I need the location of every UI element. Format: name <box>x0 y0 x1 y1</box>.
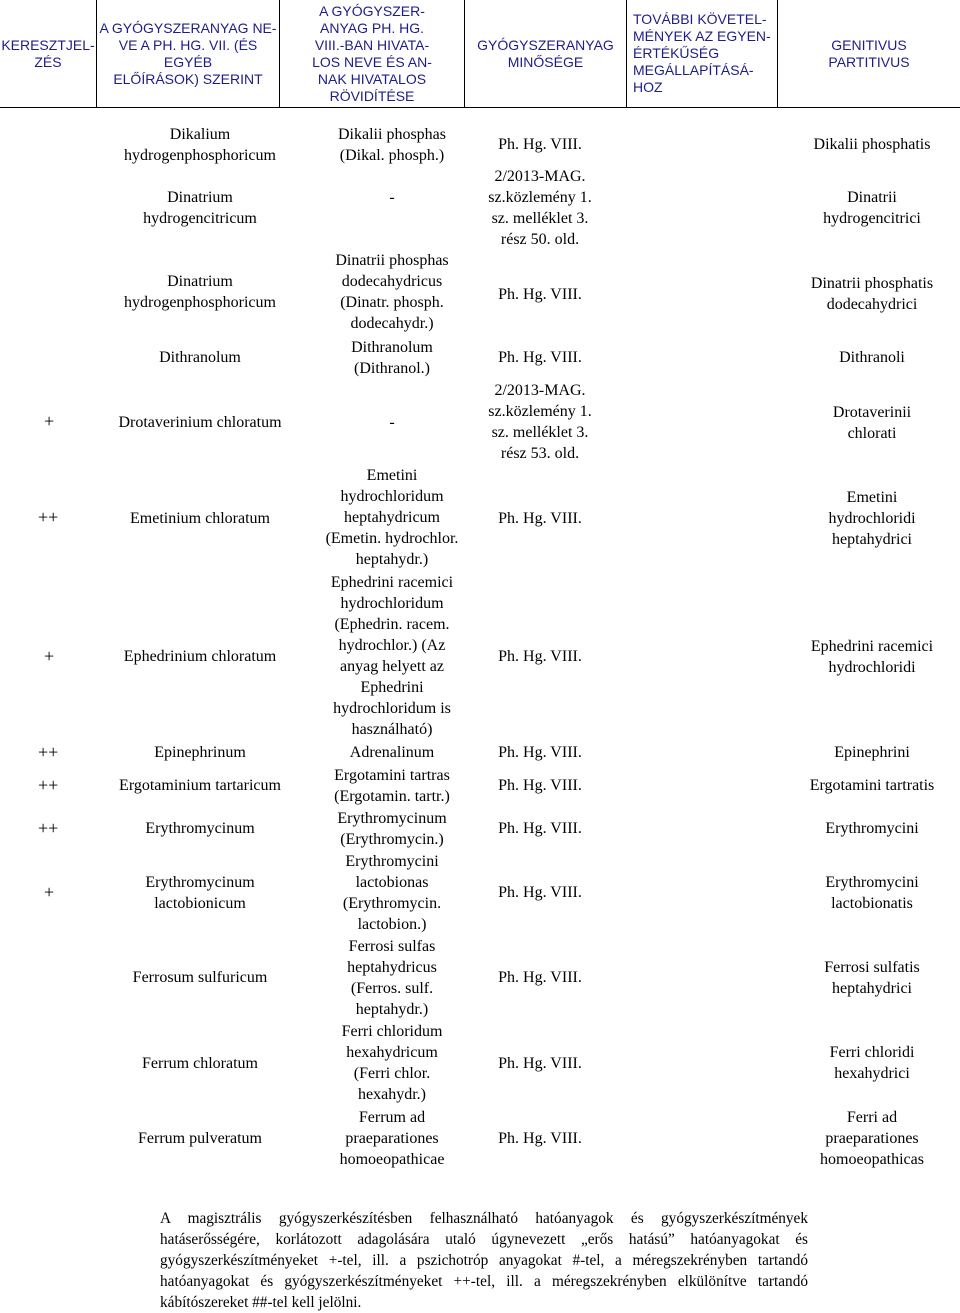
old-name: Ferrum chloratum <box>142 1055 258 1072</box>
genitive: Erythromycini lactobionatis <box>825 874 919 912</box>
genitive: Ferri ad praeparationes homoeopathicas <box>820 1109 924 1168</box>
quality: Ph. Hg. VIII. <box>498 744 582 761</box>
quality: Ph. Hg. VIII. <box>498 969 582 986</box>
genitive: Emetini hydrochloridi heptahydrici <box>828 489 916 548</box>
new-name: Erythromycinum (Erythromycin.) <box>337 810 447 848</box>
old-name: Ergotaminium tartaricum <box>119 777 281 794</box>
marking-symbol: + <box>44 411 55 431</box>
footnote: A magisztrális gyógyszerkészítésben felhasználható hatóanyagok és gyógyszerkészítmények hatáserősségére, korlátozott adagolására utaló úgynevezett „erős hatású” hatóanyagokat és gyógyszerkészítményeket +-tel, ill. a pszichotróp anyagokat #-tel, a méregszekrényben tartandó hatóanyagokat és gyógyszerkészítményeket ++-tel, ill. a méregszekrényben elkülönítve tartandó kábítószereket ##-tel kell jelölni. <box>160 1210 808 1311</box>
quality: Ph. Hg. VIII. <box>498 820 582 837</box>
genitive: Dinatrii phosphatis dodecahydrici <box>810 275 934 313</box>
new-name: Ephedrini racemici hydrochloridum (Ephedrin. racem. hydrochlor.) (Az anyag helyett az Ephedrini hydrochloridum is használható) <box>330 574 454 738</box>
quality: Ph. Hg. VIII. <box>498 648 582 665</box>
genitive: Ergotamini tartratis <box>809 777 935 794</box>
genitive: Dithranoli <box>839 349 905 366</box>
old-name: Ephedrinium chloratum <box>123 648 277 665</box>
new-name: Dithranolum (Dithranol.) <box>351 339 433 377</box>
old-name: Ferrosum sulfuricum <box>132 969 268 986</box>
old-name: Dinatrium hydrogenphosphoricum <box>124 273 276 311</box>
marking-symbol: ++ <box>38 742 59 762</box>
table-header <box>0 0 960 108</box>
genitive: Drotaverinii chlorati <box>832 404 912 442</box>
marking-symbol: + <box>44 646 55 666</box>
genitive: Ephedrini racemici hydrochloridi <box>810 638 934 676</box>
quality: Ph. Hg. VIII. <box>498 884 582 901</box>
header-genitive: GENITIVUS PARTITIVUS <box>828 36 910 70</box>
marking-symbol: ++ <box>38 507 59 527</box>
new-name: - <box>389 189 395 206</box>
quality: 2/2013-MAG. sz.közlemény 1. sz. melléklet 3. rész 50. old. <box>488 168 592 248</box>
header-old-name: A GYÓGYSZERANYAG NE- VE A PH. HG. VII. (ÉS EGYÉB ELŐÍRÁSOK) SZERINT <box>97 0 280 107</box>
quality: Ph. Hg. VIII. <box>498 777 582 794</box>
quality: Ph. Hg. VIII. <box>498 136 582 153</box>
genitive: Ferri chloridi hexahydrici <box>829 1044 915 1082</box>
old-name: Drotaverinium chloratum <box>118 414 282 431</box>
old-name: Erythromycinum <box>145 820 255 837</box>
quality: Ph. Hg. VIII. <box>498 286 582 303</box>
old-name: Emetinium chloratum <box>130 510 270 527</box>
quality: Ph. Hg. VIII. <box>498 1055 582 1072</box>
header-quality: GYÓGYSZERANYAG MINŐSÉGE <box>465 0 627 107</box>
marking-symbol: ++ <box>38 818 59 838</box>
header-requirements: TOVÁBBI KÖVETEL- MÉNYEK AZ EGYEN- ÉRTÉKŰSÉG MEGÁLLAPÍTÁSÁ- HOZ <box>627 0 778 107</box>
quality: Ph. Hg. VIII. <box>498 1130 582 1147</box>
old-name: Ferrum pulveratum <box>138 1130 262 1147</box>
new-name: Emetini hydrochloridum heptahydricum (Emetin. hydrochlor. heptahydr.) <box>325 467 459 568</box>
genitive: Epinephrini <box>834 744 910 761</box>
marking-symbol: ++ <box>38 775 59 795</box>
quality: Ph. Hg. VIII. <box>498 510 582 527</box>
old-name: Epinephrinum <box>154 744 246 761</box>
header-marking: KERESZTJEL- ZÉS <box>0 0 97 107</box>
quality: Ph. Hg. VIII. <box>498 349 582 366</box>
new-name: Ferrosi sulfas heptahydricus (Ferros. sulf. heptahydr.) <box>347 938 437 1018</box>
old-name: Dikalium hydrogenphosphoricum <box>124 126 276 164</box>
genitive: Erythromycini <box>825 820 919 837</box>
new-name: - <box>389 414 395 431</box>
new-name: Dinatrii phosphas dodecahydricus (Dinatr. phosph. dodecahydr.) <box>335 252 449 332</box>
new-name: Ferri chloridum hexahydricum (Ferri chlor. hexahydr.) <box>341 1023 443 1103</box>
genitive: Dikalii phosphatis <box>813 136 931 153</box>
old-name: Erythromycinum lactobionicum <box>145 874 255 912</box>
new-name: Ferrum ad praeparationes homoeopathicae <box>339 1109 445 1168</box>
new-name: Ergotamini tartras (Ergotamin. tartr.) <box>334 767 450 805</box>
genitive: Ferrosi sulfatis heptahydrici <box>824 959 920 997</box>
new-name: Dikalii phosphas (Dikal. phosph.) <box>338 126 446 164</box>
new-name: Erythromycini lactobionas (Erythromycin. lactobion.) <box>342 853 442 933</box>
old-name: Dithranolum <box>159 349 241 366</box>
quality: 2/2013-MAG. sz.közlemény 1. sz. melléklet 3. rész 53. old. <box>488 382 592 462</box>
old-name: Dinatrium hydrogencitricum <box>143 189 257 227</box>
genitive: Dinatrii hydrogencitrici <box>823 189 921 227</box>
marking-symbol: + <box>44 882 55 902</box>
header-new-name: A GYÓGYSZER- ANYAG PH. HG. VIII.-BAN HIVATA- LOS NEVE ÉS AN- NAK HIVATALOS RÖVIDÍTÉSE <box>280 0 465 107</box>
new-name: Adrenalinum <box>349 744 435 761</box>
